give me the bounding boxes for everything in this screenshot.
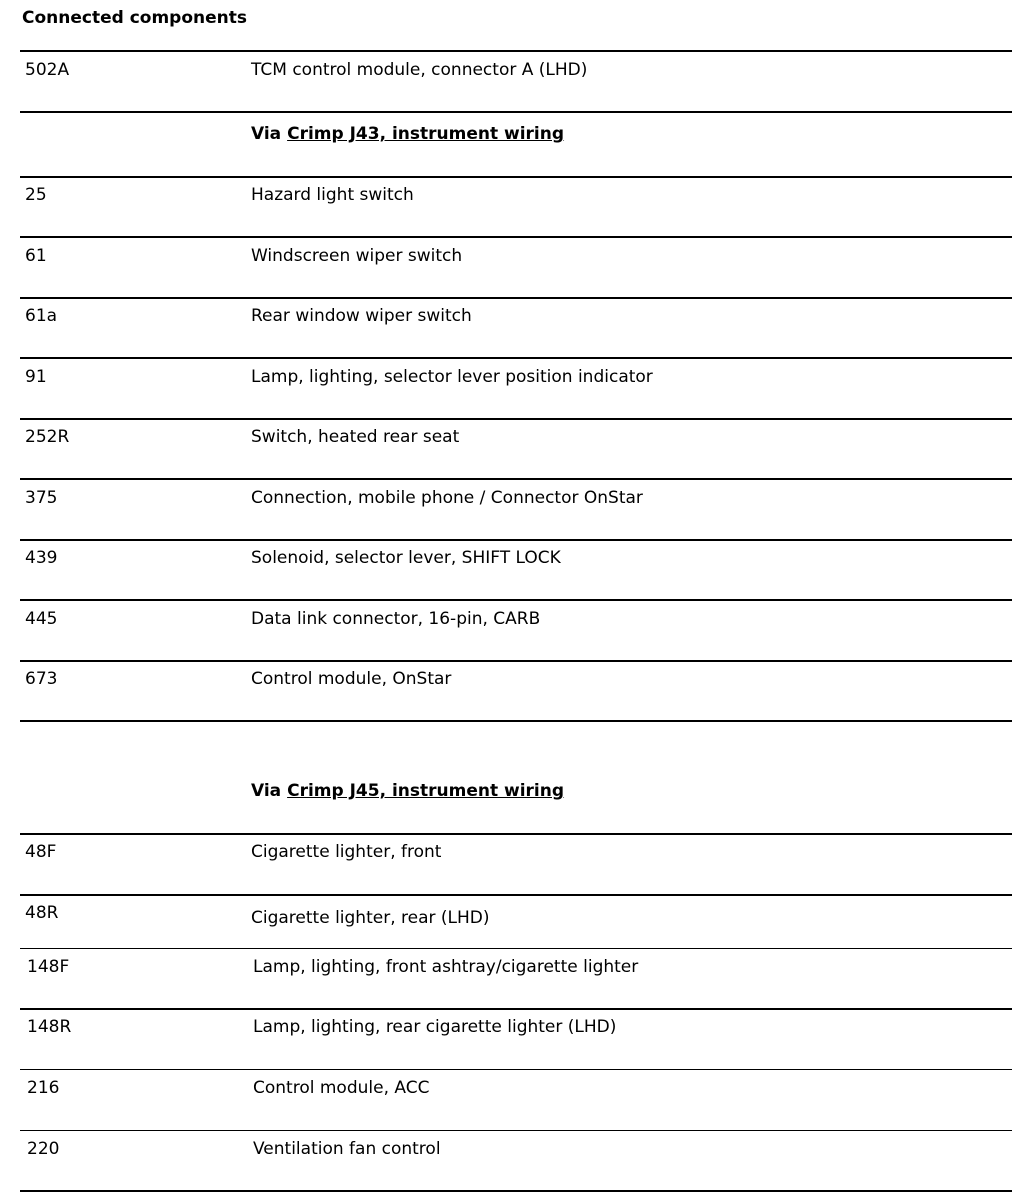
component-code: 61a <box>25 306 58 326</box>
table-divider <box>20 176 1012 178</box>
component-code: 148F <box>27 957 70 977</box>
page-title: Connected components <box>22 8 248 28</box>
component-description: Lamp, lighting, selector lever position indicator <box>251 367 653 387</box>
table-divider <box>20 948 1012 949</box>
component-code: 502A <box>25 60 70 80</box>
table-divider <box>20 539 1012 541</box>
component-description: TCM control module, connector A (LHD) <box>251 60 588 80</box>
table-divider <box>20 111 1012 113</box>
component-code: 220 <box>27 1139 60 1159</box>
component-code: 61 <box>25 246 47 266</box>
component-description: Control module, ACC <box>253 1078 430 1098</box>
table-divider <box>20 418 1012 420</box>
component-description: Lamp, lighting, front ashtray/cigarette lighter <box>253 957 639 977</box>
component-code: 375 <box>25 488 58 508</box>
component-description: Rear window wiper switch <box>251 306 472 326</box>
component-code: 25 <box>25 185 47 205</box>
table-divider <box>20 357 1012 359</box>
component-description: Data link connector, 16-pin, CARB <box>251 609 541 629</box>
heading-prefix: Via <box>251 781 282 801</box>
component-code: 148R <box>27 1017 72 1037</box>
crimp-j43-link[interactable]: Crimp J43, instrument wiring <box>287 124 565 144</box>
component-description: Lamp, lighting, rear cigarette lighter (LHD) <box>253 1017 617 1037</box>
component-code: 445 <box>25 609 58 629</box>
table-divider <box>20 833 1012 835</box>
group-heading-j45 <box>251 781 564 801</box>
heading-prefix: Via <box>251 124 282 144</box>
group-heading-j43 <box>251 124 564 144</box>
crimp-j45-link[interactable]: Crimp J45, instrument wiring <box>287 781 565 801</box>
table-divider <box>20 1069 1012 1070</box>
table-divider <box>20 1008 1012 1010</box>
component-description: Windscreen wiper switch <box>251 246 463 266</box>
component-description: Switch, heated rear seat <box>251 427 460 447</box>
table-divider <box>20 720 1012 722</box>
table-divider <box>20 50 1012 52</box>
component-code: 673 <box>25 669 58 689</box>
component-description: Solenoid, selector lever, SHIFT LOCK <box>251 548 561 568</box>
table-divider <box>20 478 1012 480</box>
component-code: 48R <box>25 903 59 923</box>
component-description: Ventilation fan control <box>253 1139 441 1159</box>
table-divider <box>20 236 1012 238</box>
table-divider <box>20 1190 1012 1192</box>
table-divider <box>20 297 1012 299</box>
component-code: 48F <box>25 842 57 862</box>
component-code: 91 <box>25 367 47 387</box>
component-description: Control module, OnStar <box>251 669 452 689</box>
component-code: 439 <box>25 548 58 568</box>
component-description: Cigarette lighter, front <box>251 842 442 862</box>
component-code: 216 <box>27 1078 60 1098</box>
table-divider <box>20 599 1012 601</box>
component-description: Hazard light switch <box>251 185 414 205</box>
component-description: Cigarette lighter, rear (LHD) <box>251 908 490 928</box>
table-divider <box>20 1130 1012 1131</box>
component-description: Connection, mobile phone / Connector OnStar <box>251 488 643 508</box>
table-divider <box>20 894 1012 896</box>
component-code: 252R <box>25 427 70 447</box>
table-divider <box>20 660 1012 662</box>
